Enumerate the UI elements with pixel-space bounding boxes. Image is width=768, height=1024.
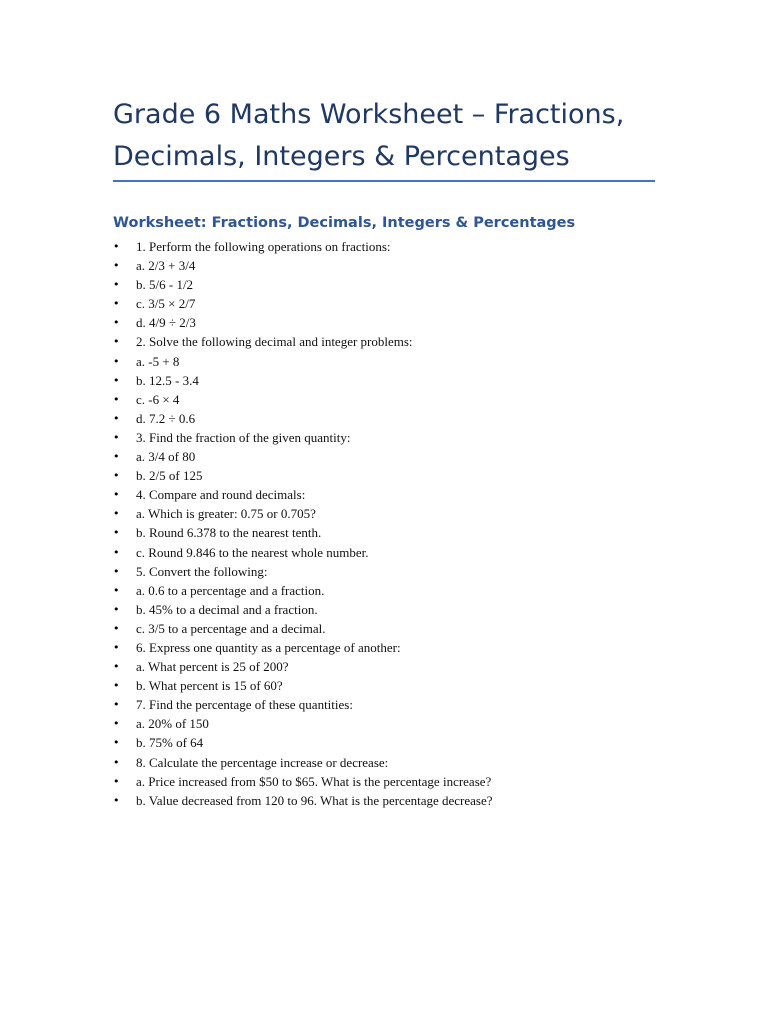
page-title: Grade 6 Maths Worksheet – Fractions, Decimals, Integers & Percentages — [113, 99, 625, 172]
list-item-text: c. Round 9.846 to the nearest whole number. — [136, 544, 369, 560]
bullet-icon: • — [113, 278, 120, 292]
list-item-text: 1. Perform the following operations on fractions: — [136, 239, 391, 254]
bullet-icon: • — [113, 411, 120, 425]
list-item-text: b. 5/6 - 1/2 — [136, 277, 194, 293]
section-heading: Worksheet: Fractions, Decimals, Integers & Percentages — [113, 215, 576, 231]
list-item-text: b. Round 6.378 to the nearest tenth. — [136, 525, 322, 541]
list-item-text: a. 3/4 of 80 — [136, 449, 196, 465]
list-item-text: b. 2/5 of 125 — [136, 468, 203, 484]
bullet-icon: • — [113, 793, 120, 807]
bullet-icon: • — [113, 698, 120, 712]
bullet-icon: • — [113, 354, 120, 368]
list-item-text: a. What percent is 25 of 200? — [136, 659, 289, 675]
bullet-icon: • — [113, 316, 120, 330]
bullet-icon: • — [113, 679, 120, 693]
list-item-text: a. Which is greater: 0.75 or 0.705? — [136, 506, 316, 522]
bullet-icon: • — [113, 430, 120, 444]
list-item-text: d. 4/9 ÷ 2/3 — [136, 315, 196, 331]
title-underline — [113, 180, 655, 182]
list-item-text: a. 0.6 to a percentage and a fraction. — [136, 582, 325, 598]
list-item-text: a. 2/3 + 3/4 — [136, 258, 196, 274]
bullet-icon: • — [113, 755, 120, 769]
bullet-icon: • — [113, 259, 120, 273]
bullet-icon: • — [113, 469, 120, 483]
bullet-icon: • — [113, 373, 120, 387]
bullet-icon: • — [113, 602, 120, 616]
bullet-icon: • — [113, 564, 120, 578]
bullet-icon: • — [113, 450, 120, 464]
bullet-icon: • — [113, 526, 120, 540]
list-item-text: 2. Solve the following decimal and integer problems: — [136, 334, 413, 350]
list-item-text: 5. Convert the following: — [136, 563, 268, 579]
list-item-text: c. -6 × 4 — [136, 391, 180, 407]
list-item-text: 3. Find the fraction of the given quantity: — [136, 429, 351, 445]
list-item-text: a. -5 + 8 — [136, 353, 180, 369]
list-item-text: b. What percent is 15 of 60? — [136, 678, 283, 694]
list-item-text: c. 3/5 to a percentage and a decimal. — [136, 620, 326, 636]
list-item-text: a. 20% of 150 — [136, 716, 209, 732]
bullet-icon: • — [113, 774, 120, 788]
bullet-icon: • — [113, 507, 120, 521]
list-item-text: b. 75% of 64 — [136, 735, 204, 751]
list-item-text: 7. Find the percentage of these quantities: — [136, 697, 353, 713]
bullet-icon: • — [113, 392, 120, 406]
list-item-text: b. Value decreased from 120 to 96. What is the percentage decrease? — [136, 792, 493, 808]
bullet-icon: • — [113, 621, 120, 635]
bullet-icon: • — [113, 736, 120, 750]
bullet-icon: • — [113, 297, 120, 311]
list-item-text: c. 3/5 × 2/7 — [136, 296, 196, 312]
list-item-text: b. 45% to a decimal and a fraction. — [136, 601, 318, 617]
bullet-icon: • — [113, 660, 120, 674]
bullet-icon: • — [113, 335, 120, 349]
bullet-icon: • — [113, 640, 120, 654]
list-item-text: 4. Compare and round decimals: — [136, 487, 306, 503]
bullet-icon: • — [113, 240, 120, 253]
list-item-text: 6. Express one quantity as a percentage of another: — [136, 639, 401, 655]
bullet-icon: • — [113, 488, 120, 502]
bullet-icon: • — [113, 545, 120, 559]
list-item-text: 8. Calculate the percentage increase or decrease: — [136, 754, 389, 770]
list-item-text: a. Price increased from $50 to $65. What is the percentage increase? — [136, 773, 492, 789]
bullet-icon: • — [113, 717, 120, 731]
list-item-text: d. 7.2 ÷ 0.6 — [136, 410, 196, 426]
bullet-icon: • — [113, 583, 120, 597]
list-item-text: b. 12.5 - 3.4 — [136, 372, 199, 388]
